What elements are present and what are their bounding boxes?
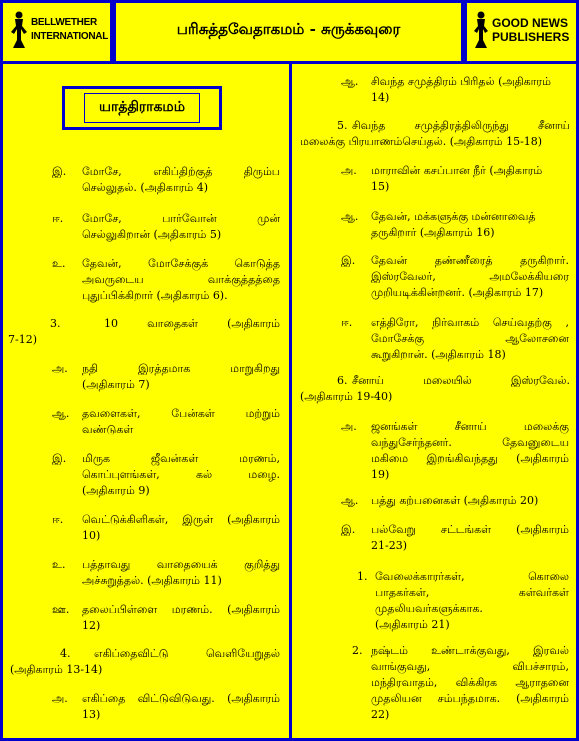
outline-text-line: முறியடிக்கின்றனர். (அதிகாரம் 17) [371,286,544,299]
outline-marker: அ. [341,420,357,433]
outline-text-line: முதலியவர்களுக்காக. [375,602,483,615]
left-column [0,61,292,741]
outline-text-line: (அதிகாரம் 21) [375,618,450,631]
outline-text-line: பத்தாவது வாதையைக் குறித்து [82,558,280,571]
outline-text-line: வாங்குவது, விபச்சாரம், [371,660,569,673]
logo-line-2: INTERNATIONAL [31,31,109,42]
outline-text-line: தேவன், மோசேக்குக் கொடுத்த [82,257,280,270]
outline-marker: இ. [341,254,356,267]
outline-text-line: 15) [371,180,390,193]
outline-text-line: தேவன், மக்களுக்கு மன்னாவைத் [371,210,536,223]
outline-text-line: அவருடைய வாக்குத்தத்தை [82,273,280,286]
outline-marker: ஆ. [52,407,70,420]
outline-marker: 5. [337,119,348,132]
outline-text-line: நஷ்டம் உண்டாக்குவது, இரவல் [371,644,569,657]
logo-line-1: BELLWETHER [31,17,97,28]
bellwether-logo [8,10,108,50]
outline-text-line: தேவன் தண்ணீரைத் தருகிறார். [371,254,569,267]
logo-line-1: GOOD NEWS [492,16,569,30]
outline-text-line: கூறுகிறான். (அதிகாரம் 18) [371,348,506,361]
outline-text-line: சிவந்த சமுத்திரத்திலிருந்து சீனாய் [352,119,570,132]
outline-text-line: வண்டுகள் [82,423,134,436]
outline-text-line: தலைப்பிள்ளை மரணம். (அதிகாரம் [82,603,280,616]
bellwether-emblem-icon [8,10,30,50]
outline-marker: 1. [357,570,368,583]
outline-text-line: எத்திரோ, நிர்வாகம் செய்வதற்கு , [371,316,569,329]
outline-text-line: பாதகர்கள், கள்வர்கள் [375,586,569,599]
outline-text-line: 10) [82,529,101,542]
outline-text-line: (அதிகாரம் 19-40) [300,390,393,403]
outline-text-line: சீனாய் மலையில் இஸ்ரவேல். [352,374,570,387]
outline-marker: உ. [52,558,66,571]
outline-marker: ஆ. [341,75,359,88]
outline-marker: அ. [341,164,357,177]
outline-text-line: மோசேக்கு ஆலோசனை [371,332,569,345]
outline-text-line: மோசே, பார்வோன் முன் [82,212,280,225]
outline-text-line: கொப்புளங்கள், கல் மழை. [82,468,280,481]
outline-text-line: 14) [371,91,390,104]
outline-text-line: மலைக்கு பிரயாணம்செய்தல். (அதிகாரம் 15-18) [300,135,543,148]
outline-marker: ஊ. [52,603,70,616]
outline-marker: 4. [60,647,71,660]
outline-text-line: 13) [82,708,101,721]
outline-text-line: மகிமை இறங்கிவந்தது (அதிகாரம் [371,452,569,465]
outline-text-line: வேலைக்காரர்கள், கொலை [375,570,569,583]
outline-text-line: 10 வாதைகள் (அதிகாரம் [104,317,280,330]
outline-marker: ஈ. [52,212,64,225]
outline-marker: இ. [52,452,67,465]
outline-text-line: செல்லுதல். (அதிகாரம் 4) [82,181,209,194]
outline-text-line: மாராவின் கசப்பான நீர் (அதிகாரம் [371,164,543,177]
outline-marker: அ. [52,692,68,705]
outline-marker: உ. [52,257,66,270]
section-title-box [62,86,222,130]
outline-text-line: (அதிகாரம் 7) [82,378,150,391]
good-news-emblem-icon [472,10,490,50]
outline-text-line: வெட்டுக்கிளிகள், இருள் (அதிகாரம் [82,513,280,526]
outline-marker: அ. [52,362,68,375]
outline-text-line: புதுப்பிக்கிறார் (அதிகாரம் 6). [82,289,228,302]
outline-text-line: முதலியன சம்பந்தமாக. (அதிகாரம் [371,692,569,705]
outline-text-line: 22) [371,708,390,721]
logo-line-2: PUBLISHERS [492,30,570,44]
outline-text-line: 21-23) [371,539,408,552]
outline-marker: 6. [337,374,348,387]
outline-text-line: எகிப்தை விட்டுவிடுவது. (அதிகாரம் [82,692,280,705]
outline-marker: ஆ. [341,494,359,507]
outline-text-line: பல்வேறு சட்டங்கள் (அதிகாரம் [371,523,569,536]
outline-text-line: (அதிகாரம் 13-14) [10,663,103,676]
outline-marker: இ. [52,165,67,178]
outline-text-line: தவளைகள், பேன்கள் மற்றும் [82,407,280,420]
outline-text-line: மோசே, எகிப்திற்குத் திரும்ப [82,165,280,178]
outline-text-line: வந்துசேர்ந்தனர். தேவனுடைய [371,436,569,449]
outline-text-line: எகிப்தைவிட்டு வெளியேறுதல் [94,647,280,660]
outline-text-line: இஸ்ரவேலர், அமலேக்கியரை [371,270,569,283]
outline-text-line: செல்லுகிறான் (அதிகாரம் 5) [82,228,222,241]
outline-text-line: 12) [82,619,101,632]
outline-text-line: பத்து கற்பனைகள் (அதிகாரம் 20) [371,494,539,507]
page-title: பரிசுத்தவேதாகமம் - சுருக்கவுரை [176,20,401,38]
outline-marker: ஈ. [341,316,353,329]
outline-text-line: ஜனங்கள் சீனாய் மலைக்கு [371,420,569,433]
outline-marker: ஆ. [341,210,359,223]
outline-text-line: 19) [371,468,390,481]
outline-text-line: (அதிகாரம் 9) [82,484,150,497]
outline-text-line: நதி இரத்தமாக மாறுகிறது [82,362,280,375]
outline-text-line: 7-12) [8,333,38,346]
outline-marker: 2. [352,644,363,657]
outline-text-line: மந்திரவாதம், விக்கிரக ஆராதனை [371,676,569,689]
outline-text-line: அச்சுறுத்தல். (அதிகாரம் 11) [82,574,222,587]
outline-text-line: மிருக ஜீவன்கள் மரணம், [82,452,280,465]
outline-marker: இ. [341,523,356,536]
outline-marker: ஈ. [52,513,64,526]
outline-text-line: தருகிறார் (அதிகாரம் 16) [371,226,495,239]
good-news-logo [472,10,569,50]
outline-text-line: சிவந்த சமுத்திரம் பிரிதல் (அதிகாரம் [371,75,551,88]
section-title: யாத்திராகமம் [84,93,200,123]
outline-marker: 3. [50,317,61,330]
